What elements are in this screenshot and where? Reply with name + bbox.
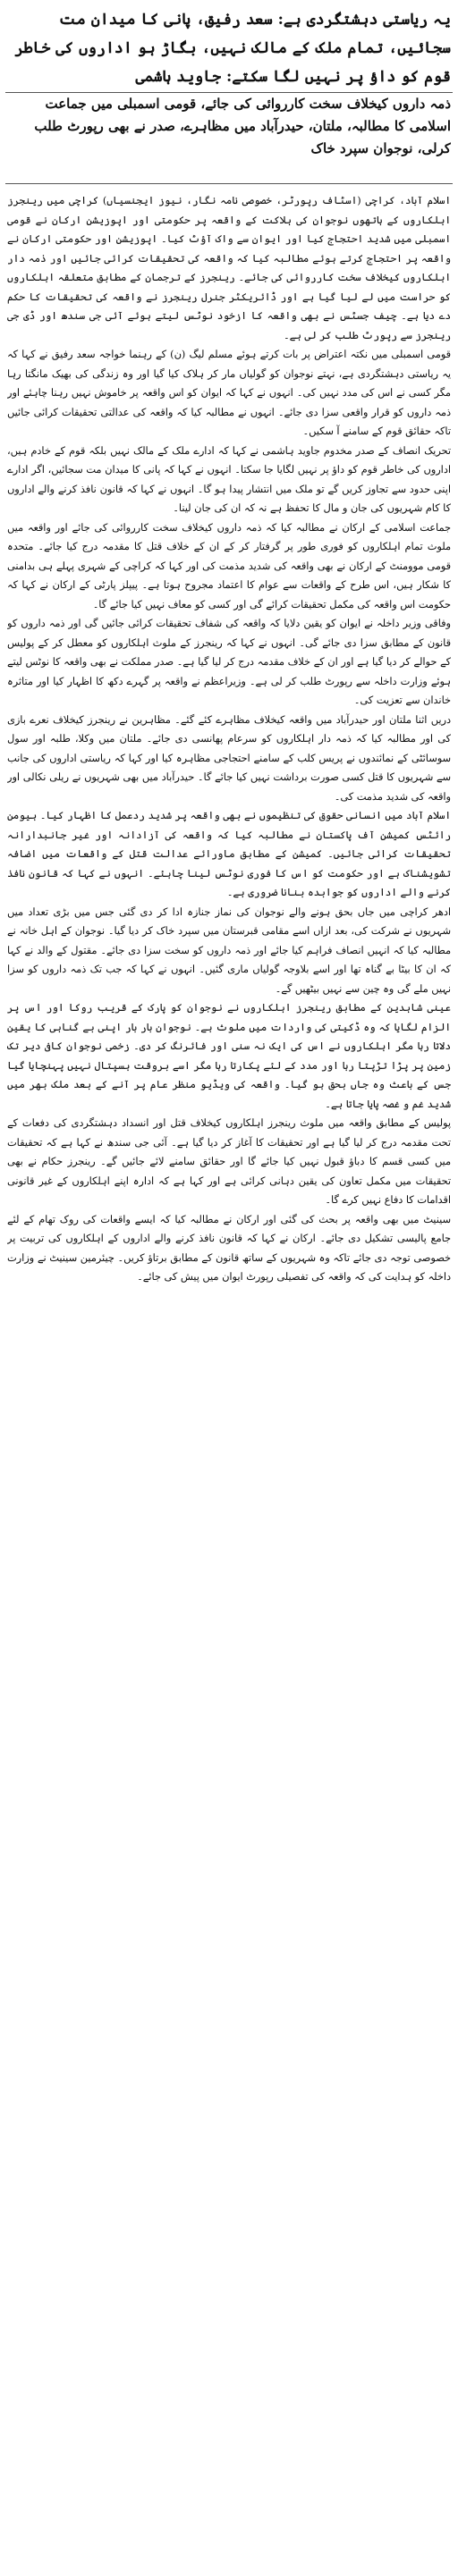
paragraph: ادھر کراچی میں جاں بحق ہونے والے نوجوان کی نماز جنازہ ادا کر دی گئی جس میں بڑی تعداد میں شہریوں نے شرکت کی، بعد ازاں اسے مقامی قبرستان میں سپرد خاک کر دیا گیا۔ نوجوان کے اہل خانہ نے مطالبہ کیا کہ انہیں انصاف فراہم کیا جائے اور ذمہ داروں کو سخت سزا دی جائے۔ مقتول کے والد نے کہا کہ ان کا بیٹا بے گناہ تھا اور اسے بلاوجہ گولیاں ماری گئیں۔ انہوں نے کہا کہ جب تک ذمہ داروں کو سزا نہیں ملے گی وہ چین سے نہیں بیٹھیں گے۔ <box>7 905 451 995</box>
paragraph: جماعت اسلامی کے ارکان نے مطالبہ کیا کہ ذمہ داروں کیخلاف سخت کارروائی کی جائے اور واقعہ میں ملوث تمام اہلکاروں کو فوری طور پر گرفتار کر کے ان کے خلاف قتل کا مقدمہ درج کیا جائے۔ متحدہ قومی موومنٹ کے ارکان نے بھی واقعہ کی شدید مذمت کی اور کہا کہ کراچی کے شہری پہلے ہی بدامنی کا شکار ہیں، اس طرح کے واقعات سے عوام کا اعتماد مجروح ہوتا ہے۔ پیپلز پارٹی کے ارکان نے کہا کہ حکومت اس واقعہ کی مکمل تحقیقات کرائے گی اور کسی کو معاف نہیں کیا جائے گا۔ <box>7 521 451 610</box>
paragraph: قومی اسمبلی میں نکتہ اعتراض پر بات کرتے ہوئے مسلم لیگ (ن) کے رہنما خواجہ سعد رفیق نے کہا کہ یہ ریاستی دہشتگردی ہے، نہتے نوجوان کو گولیاں مار کر ہلاک کیا گیا اور وہ زندگی کی بھیک مانگتا رہا مگر کسی نے اس کی مدد نہیں کی۔ انہوں نے کہا کہ ایوان کو اس واقعہ پر خاموش نہیں رہنا چاہئے اور ذمہ داروں کو قرار واقعی سزا دی جائے۔ انہوں نے مطالبہ کیا کہ واقعہ کی عدالتی تحقیقات کرائی جائیں تاکہ حقائق قوم کے سامنے آ سکیں۔ <box>7 349 451 437</box>
paragraph: وفاقی وزیر داخلہ نے ایوان کو یقین دلایا کہ واقعہ کی شفاف تحقیقات کرائی جائیں گی اور ذمہ داروں کو قانون کے مطابق سزا دی جائے گی۔ انہوں نے کہا کہ رینجرز کے ملوث اہلکاروں کو معطل کر کے پولیس کے حوالے کر دیا گیا ہے اور ان کے خلاف مقدمہ درج کر لیا گیا ہے۔ صدر مملکت نے بھی واقعہ کا نوٹس لیتے ہوئے وزارت داخلہ سے رپورٹ طلب کر لی ہے۔ وزیراعظم نے واقعہ پر گہرے دکھ کا اظہار کیا اور متاثرہ خاندان سے تعزیت کی۔ <box>7 618 451 706</box>
divider <box>5 183 453 184</box>
paragraph: عینی شاہدین کے مطابق رینجرز اہلکاروں نے نوجوان کو پارک کے قریب روکا اور اس پر الزام لگایا کہ وہ ڈکیتی کی واردات میں ملوث ہے۔ نوجوان بار بار اپنی بے گناہی کا یقین دلاتا رہا مگر اہلکاروں نے اس کی ایک نہ سنی اور فائرنگ کر دی۔ زخمی نوجوان کافی دیر تک زمین پر پڑا تڑپتا رہا اور مدد کے لئے پکارتا رہا مگر اسے بروقت ہسپتال نہیں پہنچایا گیا جس کے باعث وہ جاں بحق ہو گیا۔ واقعہ کی ویڈیو منظر عام پر آنے کے بعد ملک بھر میں شدید غم و غصہ پایا جاتا ہے۔ <box>7 1002 451 1110</box>
paragraph: سینیٹ میں بھی واقعہ پر بحث کی گئی اور ارکان نے مطالبہ کیا کہ ایسے واقعات کی روک تھام کے لئے جامع پالیسی تشکیل دی جائے۔ ارکان نے کہا کہ قانون نافذ کرنے والے اداروں کے اہلکاروں کی تربیت پر خصوصی توجہ دی جائے تاکہ وہ شہریوں کے ساتھ قانون کے مطابق برتاؤ کریں۔ چیئرمین سینیٹ نے وزارت داخلہ کو ہدایت کی کہ واقعہ کی تفصیلی رپورٹ ایوان میں پیش کی جائے۔ <box>7 1213 451 1283</box>
paragraph: دریں اثنا ملتان اور حیدرآباد میں واقعہ کیخلاف مظاہرے کئے گئے۔ مظاہرین نے رینجرز کیخلاف نعرے بازی کی اور مطالبہ کیا کہ ذمہ دار اہلکاروں کو سرعام پھانسی دی جائے۔ ملتان میں وکلا، طلبہ اور سول سوسائٹی کے نمائندوں نے پریس کلب کے سامنے احتجاجی مظاہرہ کیا اور کہا کہ ریاستی اداروں کی جانب سے شہریوں کا قتل کسی صورت برداشت نہیں کیا جائے گا۔ حیدرآباد میں بھی شہریوں نے ریلی نکالی اور واقعہ کی شدید مذمت کی۔ <box>7 713 451 803</box>
paragraph: اسلام آباد، کراچی (اسٹاف رپورٹر، خصوصی نامہ نگار، نیوز ایجنسیاں) کراچی میں رینجرز اہلکاروں کے ہاتھوں نوجوان کی ہلاکت کے واقعہ پر حکومتی اور اپوزیشن ارکان نے قومی اسمبلی میں شدید احتجاج کیا اور ایوان سے واک آؤٹ کیا۔ اپوزیشن اور حکومتی ارکان نے واقعہ پر احتجاج کرتے ہوئے مطالبہ کیا کہ واقعہ کی تحقیقات کرائی جائیں اور ذمہ دار اہلکاروں کیخلاف سخت کارروائی کی جائے۔ رینجرز کے ترجمان کے مطابق متعلقہ اہلکاروں کو حراست میں لے لیا گیا ہے اور ڈائریکٹر جنرل رینجرز نے واقعہ کی تحقیقات کا حکم دے دیا ہے۔ چیف جسٹس نے بھی واقعہ کا ازخود نوٹس لیتے ہوئے آئی جی سندھ اور ڈی جی رینجرز سے رپورٹ طلب کر لی ہے۔ <box>7 195 451 341</box>
headline: یہ ریاستی دہشتگردی ہے: سعد رفیق، پانی کا میدان مت سجائیں، تمام ملک کے مالک نہیں، بگاڑ ہو اداروں کی خاطر قوم کو داؤ پر نہیں لگا سکتے: جاوید ہاشمی <box>14 11 451 86</box>
paragraph: اسلام آباد میں انسانی حقوق کی تنظیموں نے بھی واقعہ پر شدید ردعمل کا اظہار کیا۔ ہیومن رائٹس کمیشن آف پاکستان نے مطالبہ کیا کہ واقعہ کی آزادانہ اور غیر جانبدارانہ تحقیقات کرائی جائیں۔ کمیشن کے مطابق ماورائے عدالت قتل کے واقعات میں اضافہ تشویشناک ہے اور حکومت کو اس کا فوری نوٹس لینا چاہئے۔ انہوں نے کہا کہ قانون نافذ کرنے والے اداروں کو جوابدہ بنانا ضروری ہے۔ <box>7 810 451 898</box>
article-body <box>7 191 451 2569</box>
paragraph: پولیس کے مطابق واقعہ میں ملوث رینجرز اہلکاروں کیخلاف قتل اور انسداد دہشتگردی کی دفعات کے تحت مقدمہ درج کر لیا گیا ہے اور تحقیقات کا آغاز کر دیا گیا ہے۔ آئی جی سندھ نے کہا ہے کہ تحقیقات میں کسی قسم کا دباؤ قبول نہیں کیا جائے گا اور حقائق سامنے لائے جائیں گے۔ رینجرز حکام نے بھی تحقیقات میں مکمل تعاون کی یقین دہانی کرائی ہے اور کہا ہے کہ ادارہ اپنے اہلکاروں کے غیر قانونی اقدامات کا دفاع نہیں کرے گا۔ <box>7 1117 451 1206</box>
paragraph: تحریک انصاف کے صدر مخدوم جاوید ہاشمی نے کہا کہ ادارے ملک کے مالک نہیں بلکہ قوم کے خادم ہیں، اداروں کی خاطر قوم کو داؤ پر نہیں لگایا جا سکتا۔ انہوں نے کہا کہ پانی کا میدان مت سجائیں، اگر ادارے اپنی حدود سے تجاوز کریں گے تو ملک میں انتشار پیدا ہو گا۔ انہوں نے کہا کہ قانون نافذ کرنے والے اداروں کا کام شہریوں کی جان و مال کا تحفظ ہے نہ کہ ان کی جان لینا۔ <box>7 444 451 514</box>
subheadline: ذمہ داروں کیخلاف سخت کارروائی کی جائے، قومی اسمبلی میں جماعت ِاسلامی کا مطالبہ، ملتان، حیدرآباد میں مظاہرے، صدر نے بھی رپورٹ طلب کرلی، نوجوان سپرد خاک <box>34 96 451 156</box>
